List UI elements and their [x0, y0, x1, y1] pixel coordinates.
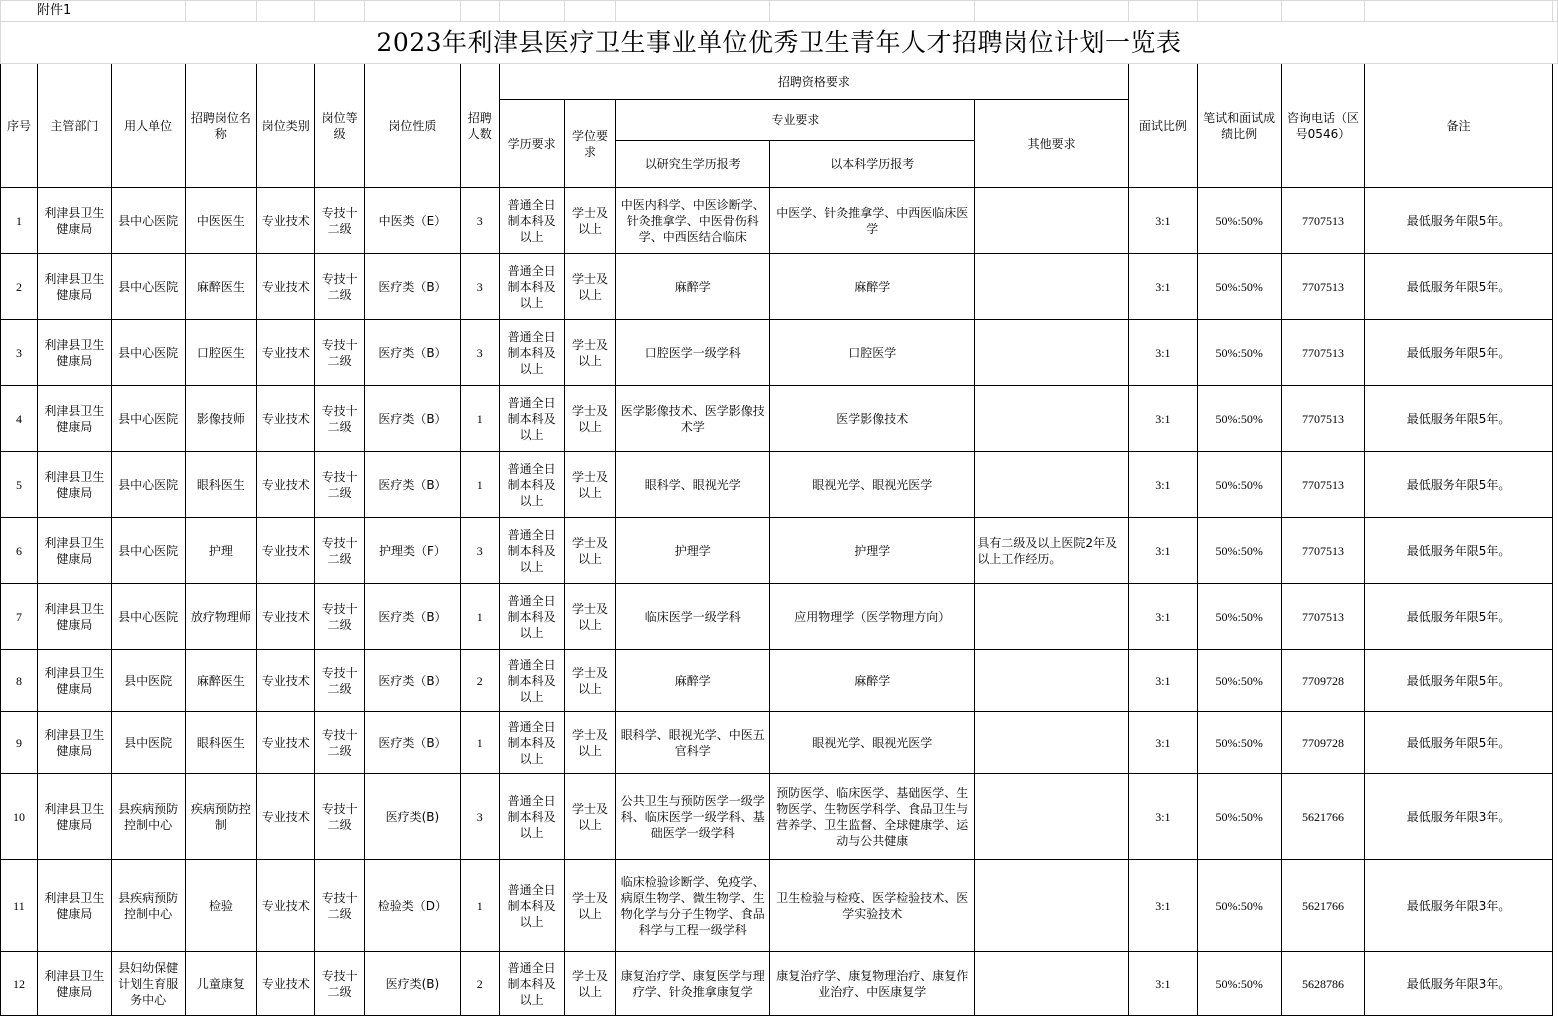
cell-count: 2 — [460, 952, 499, 1016]
cell-count: 3 — [460, 320, 499, 386]
cell-unit: 县中心医院 — [111, 188, 185, 254]
cell-score-ratio: 50%:50% — [1197, 650, 1281, 712]
cell-education: 普通全日制本科及以上 — [499, 320, 564, 386]
cell-unit: 县疾病预防控制中心 — [111, 860, 185, 952]
cell-major-bachelor: 预防医学、临床医学、基础医学、生物医学、生物医学科学、食品卫生与营养学、卫生监督、全球健康学、运动与公共健康 — [770, 774, 975, 860]
cell-major-graduate: 中医内科学、中医诊断学、针灸推拿学、中医骨伤科学、中西医结合临床 — [616, 188, 770, 254]
cell-score-ratio: 50%:50% — [1197, 254, 1281, 320]
cell-degree: 学士及以上 — [564, 774, 616, 860]
cell-score-ratio: 50%:50% — [1197, 952, 1281, 1016]
cell-post-nature: 医疗类（B） — [365, 254, 461, 320]
cell-unit: 县中心医院 — [111, 320, 185, 386]
cell-unit: 县中医院 — [111, 712, 185, 774]
cell-major-bachelor: 医学影像技术 — [770, 386, 975, 452]
cell-dept: 利津县卫生健康局 — [37, 860, 111, 952]
header-phone: 咨询电话（区号0546） — [1281, 64, 1365, 188]
cell-remark: 最低服务年限5年。 — [1365, 254, 1552, 320]
cell-interview-ratio: 3:1 — [1128, 320, 1197, 386]
cell-interview-ratio: 3:1 — [1128, 386, 1197, 452]
cell-phone: 7707513 — [1281, 452, 1365, 518]
cell-remark: 最低服务年限5年。 — [1365, 320, 1552, 386]
cell-phone: 7707513 — [1281, 320, 1365, 386]
cell-major-bachelor: 麻醉学 — [770, 254, 975, 320]
header-major: 专业要求 — [616, 100, 975, 141]
header-post-name: 招聘岗位名称 — [185, 64, 257, 188]
cell-other — [975, 650, 1129, 712]
cell-post-nature: 医疗类(B) — [365, 952, 461, 1016]
cell-major-graduate: 康复治疗学、康复医学与理疗学、针灸推拿康复学 — [616, 952, 770, 1016]
cell-post-name: 影像技师 — [185, 386, 257, 452]
cell-dept: 利津县卫生健康局 — [37, 584, 111, 650]
cell-phone: 7709728 — [1281, 712, 1365, 774]
cell-education: 普通全日制本科及以上 — [499, 254, 564, 320]
cell-post-name: 放疗物理师 — [185, 584, 257, 650]
cell-unit: 县中心医院 — [111, 386, 185, 452]
cell-post-name: 麻醉医生 — [185, 650, 257, 712]
cell-unit: 县妇幼保健计划生育服务中心 — [111, 952, 185, 1016]
cell-remark: 最低服务年限3年。 — [1365, 774, 1552, 860]
table-row — [1, 860, 1558, 952]
cell-dept: 利津县卫生健康局 — [37, 712, 111, 774]
cell-remark: 最低服务年限5年。 — [1365, 650, 1552, 712]
cell-major-graduate: 口腔医学一级学科 — [616, 320, 770, 386]
cell-post-level: 专技十二级 — [315, 188, 365, 254]
cell-phone: 7707513 — [1281, 518, 1365, 584]
cell-post-level: 专技十二级 — [315, 584, 365, 650]
cell-post-category: 专业技术 — [257, 774, 315, 860]
cell-unit: 县中心医院 — [111, 584, 185, 650]
cell-unit: 县中心医院 — [111, 254, 185, 320]
cell-post-category: 专业技术 — [257, 650, 315, 712]
cell-seq: 7 — [1, 584, 38, 650]
cell-post-level: 专技十二级 — [315, 386, 365, 452]
cell-seq: 8 — [1, 650, 38, 712]
header-major-bachelor: 以本科学历报考 — [770, 141, 975, 188]
cell-seq: 11 — [1, 860, 38, 952]
cell-major-graduate: 医学影像技术、医学影像技术学 — [616, 386, 770, 452]
cell-other — [975, 952, 1129, 1016]
table-row — [1, 386, 1558, 452]
cell-major-bachelor: 卫生检验与检疫、医学检验技术、医学实验技术 — [770, 860, 975, 952]
table-row — [1, 254, 1558, 320]
cell-post-name: 中医医生 — [185, 188, 257, 254]
cell-phone: 7707513 — [1281, 254, 1365, 320]
cell-seq: 10 — [1, 774, 38, 860]
cell-major-graduate: 麻醉学 — [616, 650, 770, 712]
cell-dept: 利津县卫生健康局 — [37, 452, 111, 518]
cell-other — [975, 452, 1129, 518]
header-dept: 主管部门 — [37, 64, 111, 188]
header-major-graduate: 以研究生学历报考 — [616, 141, 770, 188]
cell-post-nature: 医疗类（B） — [365, 452, 461, 518]
cell-phone: 5628786 — [1281, 952, 1365, 1016]
cell-post-name: 疾病预防控制 — [185, 774, 257, 860]
cell-remark: 最低服务年限5年。 — [1365, 386, 1552, 452]
cell-post-nature: 中医类（E） — [365, 188, 461, 254]
cell-phone: 7709728 — [1281, 650, 1365, 712]
cell-dept: 利津县卫生健康局 — [37, 774, 111, 860]
cell-count: 1 — [460, 452, 499, 518]
cell-remark: 最低服务年限5年。 — [1365, 518, 1552, 584]
cell-degree: 学士及以上 — [564, 952, 616, 1016]
table-row — [1, 188, 1558, 254]
cell-remark: 最低服务年限5年。 — [1365, 712, 1552, 774]
cell-post-level: 专技十二级 — [315, 518, 365, 584]
cell-dept: 利津县卫生健康局 — [37, 650, 111, 712]
cell-major-graduate: 眼科学、眼视光学 — [616, 452, 770, 518]
cell-post-name: 护理 — [185, 518, 257, 584]
cell-count: 3 — [460, 774, 499, 860]
cell-post-category: 专业技术 — [257, 584, 315, 650]
cell-score-ratio: 50%:50% — [1197, 386, 1281, 452]
header-unit: 用人单位 — [111, 64, 185, 188]
cell-major-bachelor: 眼视光学、眼视光医学 — [770, 712, 975, 774]
cell-seq: 2 — [1, 254, 38, 320]
cell-post-nature: 医疗类（B） — [365, 320, 461, 386]
cell-unit: 县中心医院 — [111, 518, 185, 584]
cell-phone: 7707513 — [1281, 386, 1365, 452]
cell-post-category: 专业技术 — [257, 386, 315, 452]
cell-post-nature: 护理类（F） — [365, 518, 461, 584]
cell-major-bachelor: 麻醉学 — [770, 650, 975, 712]
cell-remark: 最低服务年限5年。 — [1365, 452, 1552, 518]
table-row — [1, 650, 1558, 712]
cell-post-category: 专业技术 — [257, 860, 315, 952]
cell-post-category: 专业技术 — [257, 952, 315, 1016]
cell-other — [975, 320, 1129, 386]
cell-education: 普通全日制本科及以上 — [499, 584, 564, 650]
cell-interview-ratio: 3:1 — [1128, 860, 1197, 952]
cell-seq: 9 — [1, 712, 38, 774]
cell-interview-ratio: 3:1 — [1128, 188, 1197, 254]
cell-phone: 5621766 — [1281, 774, 1365, 860]
table-row — [1, 518, 1558, 584]
cell-dept: 利津县卫生健康局 — [37, 320, 111, 386]
cell-post-nature: 医疗类(B) — [365, 774, 461, 860]
header-degree: 学位要求 — [564, 100, 616, 188]
cell-education: 普通全日制本科及以上 — [499, 452, 564, 518]
cell-degree: 学士及以上 — [564, 386, 616, 452]
cell-post-name: 检验 — [185, 860, 257, 952]
cell-score-ratio: 50%:50% — [1197, 320, 1281, 386]
cell-score-ratio: 50%:50% — [1197, 518, 1281, 584]
cell-dept: 利津县卫生健康局 — [37, 518, 111, 584]
cell-major-graduate: 公共卫生与预防医学一级学科、临床医学一级学科、基础医学一级学科 — [616, 774, 770, 860]
cell-score-ratio: 50%:50% — [1197, 774, 1281, 860]
table-row — [1, 712, 1558, 774]
header-qualifications: 招聘资格要求 — [499, 64, 1128, 100]
cell-post-category: 专业技术 — [257, 518, 315, 584]
cell-post-category: 专业技术 — [257, 320, 315, 386]
cell-seq: 3 — [1, 320, 38, 386]
header-education: 学历要求 — [499, 100, 564, 188]
cell-other — [975, 860, 1129, 952]
cell-count: 1 — [460, 712, 499, 774]
cell-major-bachelor: 口腔医学 — [770, 320, 975, 386]
cell-score-ratio: 50%:50% — [1197, 188, 1281, 254]
cell-remark: 最低服务年限5年。 — [1365, 584, 1552, 650]
cell-interview-ratio: 3:1 — [1128, 952, 1197, 1016]
cell-post-category: 专业技术 — [257, 188, 315, 254]
cell-degree: 学士及以上 — [564, 254, 616, 320]
header-interview-ratio: 面试比例 — [1128, 64, 1197, 188]
table-row — [1, 452, 1558, 518]
cell-post-level: 专技十二级 — [315, 860, 365, 952]
cell-post-name: 眼科医生 — [185, 452, 257, 518]
cell-post-name: 麻醉医生 — [185, 254, 257, 320]
cell-other — [975, 386, 1129, 452]
table-row — [1, 584, 1558, 650]
cell-degree: 学士及以上 — [564, 452, 616, 518]
cell-unit: 县中心医院 — [111, 452, 185, 518]
cell-score-ratio: 50%:50% — [1197, 860, 1281, 952]
cell-interview-ratio: 3:1 — [1128, 518, 1197, 584]
cell-post-level: 专技十二级 — [315, 254, 365, 320]
header-post-nature: 岗位性质 — [365, 64, 461, 188]
cell-dept: 利津县卫生健康局 — [37, 952, 111, 1016]
cell-education: 普通全日制本科及以上 — [499, 952, 564, 1016]
cell-degree: 学士及以上 — [564, 860, 616, 952]
cell-phone: 7707513 — [1281, 584, 1365, 650]
cell-seq: 5 — [1, 452, 38, 518]
cell-interview-ratio: 3:1 — [1128, 712, 1197, 774]
header-score-ratio: 笔试和面试成绩比例 — [1197, 64, 1281, 188]
cell-other — [975, 584, 1129, 650]
cell-score-ratio: 50%:50% — [1197, 584, 1281, 650]
cell-post-name: 眼科医生 — [185, 712, 257, 774]
cell-count: 3 — [460, 254, 499, 320]
cell-post-category: 专业技术 — [257, 452, 315, 518]
cell-interview-ratio: 3:1 — [1128, 584, 1197, 650]
cell-degree: 学士及以上 — [564, 650, 616, 712]
cell-count: 3 — [460, 188, 499, 254]
cell-post-level: 专技十二级 — [315, 712, 365, 774]
cell-degree: 学士及以上 — [564, 712, 616, 774]
cell-post-level: 专技十二级 — [315, 774, 365, 860]
cell-other — [975, 774, 1129, 860]
cell-count: 1 — [460, 584, 499, 650]
cell-education: 普通全日制本科及以上 — [499, 518, 564, 584]
cell-post-nature: 检验类（D） — [365, 860, 461, 952]
cell-count: 2 — [460, 650, 499, 712]
header-post-level: 岗位等级 — [315, 64, 365, 188]
cell-education: 普通全日制本科及以上 — [499, 712, 564, 774]
header-other: 其他要求 — [975, 100, 1129, 188]
cell-education: 普通全日制本科及以上 — [499, 774, 564, 860]
header-remark: 备注 — [1365, 64, 1552, 188]
cell-education: 普通全日制本科及以上 — [499, 650, 564, 712]
cell-major-bachelor: 护理学 — [770, 518, 975, 584]
cell-post-level: 专技十二级 — [315, 320, 365, 386]
cell-interview-ratio: 3:1 — [1128, 254, 1197, 320]
cell-dept: 利津县卫生健康局 — [37, 188, 111, 254]
cell-count: 1 — [460, 386, 499, 452]
cell-post-name: 口腔医生 — [185, 320, 257, 386]
page-title: 2023年利津县医疗卫生事业单位优秀卫生青年人才招聘岗位计划一览表 — [1, 22, 1558, 64]
cell-count: 1 — [460, 860, 499, 952]
cell-major-bachelor: 眼视光学、眼视光医学 — [770, 452, 975, 518]
cell-post-category: 专业技术 — [257, 254, 315, 320]
cell-post-category: 专业技术 — [257, 712, 315, 774]
cell-seq: 6 — [1, 518, 38, 584]
cell-major-graduate: 麻醉学 — [616, 254, 770, 320]
cell-unit: 县疾病预防控制中心 — [111, 774, 185, 860]
cell-post-nature: 医疗类（B） — [365, 650, 461, 712]
table-row — [1, 774, 1558, 860]
cell-interview-ratio: 3:1 — [1128, 452, 1197, 518]
cell-degree: 学士及以上 — [564, 320, 616, 386]
cell-post-nature: 医疗类（B） — [365, 386, 461, 452]
cell-major-graduate: 护理学 — [616, 518, 770, 584]
cell-post-level: 专技十二级 — [315, 650, 365, 712]
cell-education: 普通全日制本科及以上 — [499, 860, 564, 952]
annex-label: 附件1 — [1, 1, 186, 22]
cell-count: 3 — [460, 518, 499, 584]
cell-education: 普通全日制本科及以上 — [499, 386, 564, 452]
cell-score-ratio: 50%:50% — [1197, 712, 1281, 774]
cell-seq: 12 — [1, 952, 38, 1016]
cell-remark: 最低服务年限3年。 — [1365, 860, 1552, 952]
cell-interview-ratio: 3:1 — [1128, 650, 1197, 712]
cell-dept: 利津县卫生健康局 — [37, 386, 111, 452]
cell-phone: 7707513 — [1281, 188, 1365, 254]
cell-phone: 5621766 — [1281, 860, 1365, 952]
cell-degree: 学士及以上 — [564, 518, 616, 584]
cell-remark: 最低服务年限3年。 — [1365, 952, 1552, 1016]
cell-remark: 最低服务年限5年。 — [1365, 188, 1552, 254]
cell-post-nature: 医疗类（B） — [365, 584, 461, 650]
cell-degree: 学士及以上 — [564, 584, 616, 650]
cell-post-name: 儿童康复 — [185, 952, 257, 1016]
cell-post-level: 专技十二级 — [315, 452, 365, 518]
cell-major-graduate: 眼科学、眼视光学、中医五官科学 — [616, 712, 770, 774]
table-row — [1, 952, 1558, 1016]
cell-unit: 县中医院 — [111, 650, 185, 712]
cell-major-graduate: 临床检验诊断学、免疫学、病原生物学、微生物学、生物化学与分子生物学、食品科学与工程一级学科 — [616, 860, 770, 952]
cell-education: 普通全日制本科及以上 — [499, 188, 564, 254]
cell-major-bachelor: 中医学、针灸推拿学、中西医临床医学 — [770, 188, 975, 254]
cell-degree: 学士及以上 — [564, 188, 616, 254]
cell-major-bachelor: 应用物理学（医学物理方向） — [770, 584, 975, 650]
cell-post-nature: 医疗类（B） — [365, 712, 461, 774]
cell-seq: 4 — [1, 386, 38, 452]
cell-post-level: 专技十二级 — [315, 952, 365, 1016]
cell-other: 具有二级及以上医院2年及以上工作经历。 — [975, 518, 1129, 584]
cell-other — [975, 188, 1129, 254]
cell-dept: 利津县卫生健康局 — [37, 254, 111, 320]
cell-major-graduate: 临床医学一级学科 — [616, 584, 770, 650]
cell-major-bachelor: 康复治疗学、康复物理治疗、康复作业治疗、中医康复学 — [770, 952, 975, 1016]
cell-other — [975, 254, 1129, 320]
cell-score-ratio: 50%:50% — [1197, 452, 1281, 518]
table-row — [1, 320, 1558, 386]
cell-other — [975, 712, 1129, 774]
header-seq: 序号 — [1, 64, 38, 188]
cell-seq: 1 — [1, 188, 38, 254]
header-count: 招聘人数 — [460, 64, 499, 188]
cell-interview-ratio: 3:1 — [1128, 774, 1197, 860]
header-post-category: 岗位类别 — [257, 64, 315, 188]
